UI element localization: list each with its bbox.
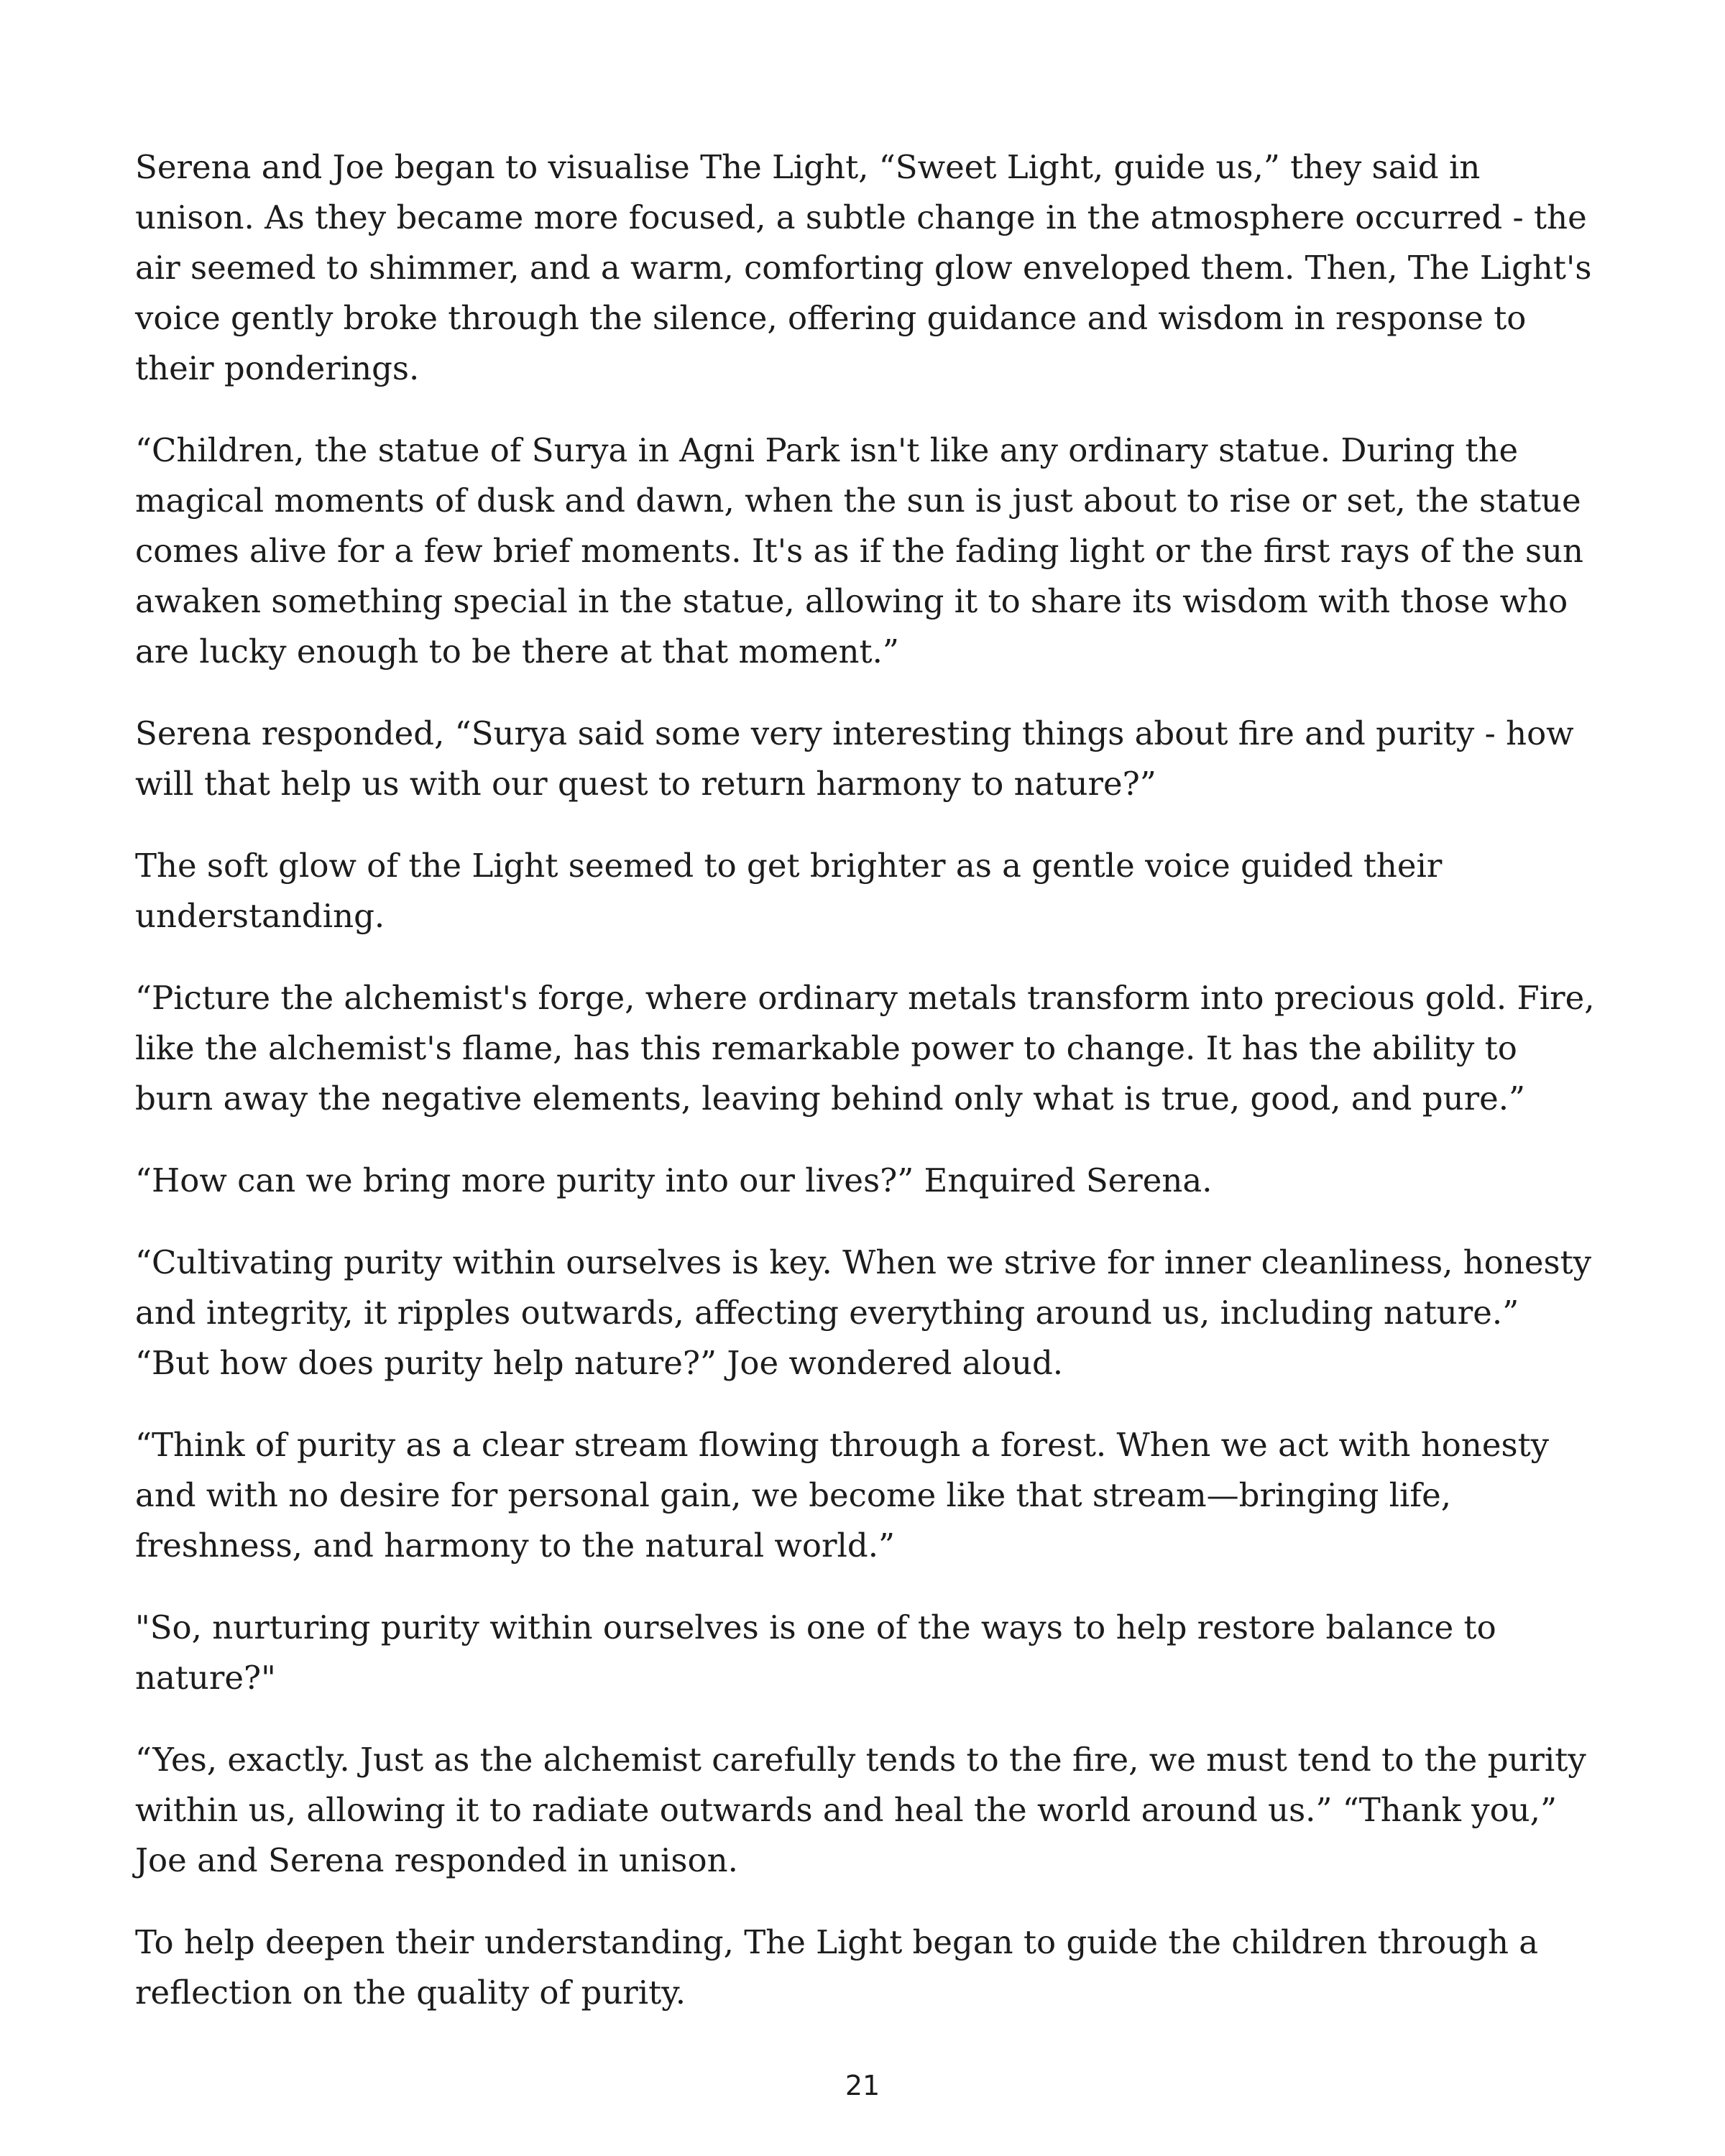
- paragraph-8: “Think of purity as a clear stream flowing through a forest. When we act with honesty and with no desire for personal gain, we become like that stream—bringing life, freshness, and harmony to the natural world.”: [135, 1426, 1550, 1565]
- paragraph-1: Serena and Joe began to visualise The Light, “Sweet Light, guide us,” they said in unison. As they became more focused, a subtle change in the atmosphere occurred - the air seemed to shimmer, and a warm, comforting glow enveloped them. Then, The Light's voice gently broke through the silence, offering guidance and wisdom in response to their ponderings.: [135, 148, 1592, 387]
- page-number: 21: [845, 2070, 880, 2101]
- paragraph-10: “Yes, exactly. Just as the alchemist carefully tends to the fire, we must tend to the purity within us, allowing it to radiate outwards and heal the world around us.” “Thank you,” Joe and Serena responded in unison.: [135, 1741, 1586, 1879]
- paragraph-2: “Children, the statue of Surya in Agni Park isn't like any ordinary statue. During the magical moments of dusk and dawn, when the sun is just about to rise or set, the statue comes alive for a few brief moments. It's as if the fading light or the first rays of the sun awaken something special in the statue, allowing it to share its wisdom with those who are lucky enough to be there at that moment.”: [135, 431, 1584, 671]
- paragraph-11: To help deepen their understanding, The Light began to guide the children through a reflection on the quality of purity.: [135, 1923, 1539, 2012]
- paragraph-6: “How can we bring more purity into our lives?” Enquired Serena.: [135, 1161, 1213, 1199]
- paragraph-5: “Picture the alchemist's forge, where ordinary metals transform into precious gold. Fire, like the alchemist's flame, has this remarkable power to change. It has the ability to burn away the negative elements, leaving behind only what is true, good, and pure.”: [135, 979, 1595, 1118]
- body-text: [135, 142, 1601, 2050]
- paragraph-4: The soft glow of the Light seemed to get brighter as a gentle voice guided their understanding.: [135, 847, 1443, 935]
- paragraph-9: "So, nurturing purity within ourselves is one of the ways to help restore balance to nature?": [135, 1608, 1496, 1697]
- paragraph-7: “Cultivating purity within ourselves is key. When we strive for inner cleanliness, honesty and integrity, it ripples outwards, affecting everything around us, including nature.” “But how does purity help nature?” Joe wondered aloud.: [135, 1243, 1592, 1382]
- paragraph-3: Serena responded, “Surya said some very interesting things about fire and purity - how will that help us with our quest to return harmony to nature?”: [135, 714, 1574, 803]
